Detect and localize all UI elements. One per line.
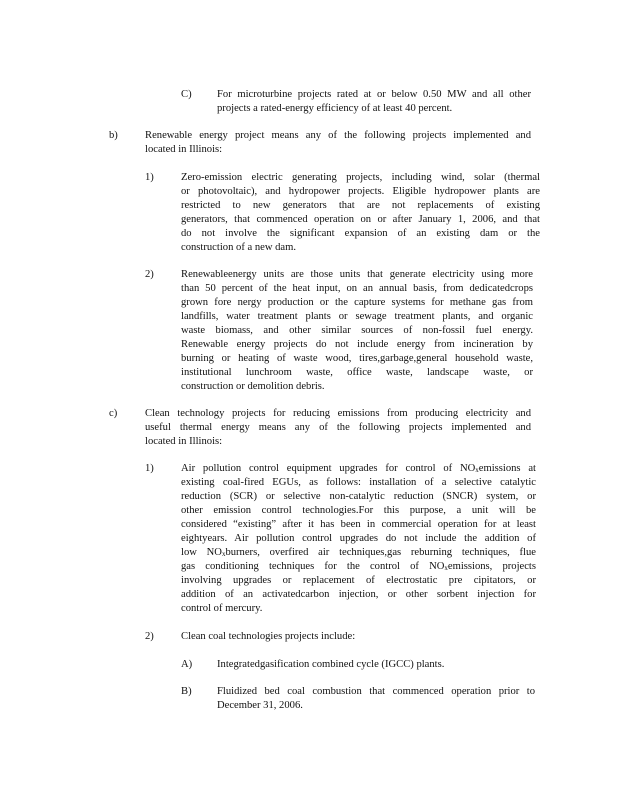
- text-segment: Zero-emission electric generating projects, including wind, solar (thermal: [181, 172, 540, 183]
- text-line: [181, 476, 536, 490]
- text-line: [181, 490, 536, 504]
- text-segment: restricted to new generators that are not replacements of existing: [181, 200, 540, 211]
- text-line: [181, 560, 536, 574]
- paragraph-c3: [217, 88, 531, 116]
- text-segment: generators, that commenced operation on or after January 1, 2006, and that: [181, 214, 540, 225]
- text-line: [181, 338, 533, 352]
- paragraph-c: [145, 407, 531, 449]
- text-line: [217, 699, 535, 713]
- text-segment: or photovoltaic), and hydropower projects. Eligible hydropower plants are: [181, 186, 540, 197]
- text-line: [181, 352, 533, 366]
- text-line: [181, 171, 540, 185]
- text-line: [181, 380, 533, 394]
- text-line: [181, 213, 540, 227]
- text-line: [145, 129, 531, 143]
- text-line: [181, 602, 536, 616]
- paragraph-b1: [181, 171, 540, 255]
- item-label-c2b: B): [181, 686, 192, 697]
- text-line: [181, 296, 533, 310]
- paragraph-c2a: [217, 658, 517, 672]
- subscript: x: [475, 466, 479, 474]
- text-segment: institutional lunchroom waste, office waste, landscape waste, or: [181, 367, 533, 378]
- text-line: [217, 88, 531, 102]
- text-line: [145, 407, 531, 421]
- item-label-c2a: A): [181, 659, 193, 670]
- text-segment: Renewableenergy units are those units that generate electricity using more: [181, 269, 533, 280]
- text-segment: involving upgrades or replacement of electrostatic pre cipitators, or: [181, 575, 536, 586]
- subscript: x: [221, 550, 226, 558]
- text-line: [181, 366, 533, 380]
- text-line: [145, 435, 531, 449]
- text-segment: construction or demolition debris.: [181, 381, 325, 392]
- text-line: [181, 241, 540, 255]
- text-segment: located in Illinois:: [145, 436, 223, 447]
- text-segment: burning or heating of waste wood, tires,garbage,general household waste,: [181, 353, 533, 364]
- text-segment: existing coal-fired EGUs, as follows: installation of a selective catalytic: [181, 477, 536, 488]
- item-label-c3: C): [181, 89, 192, 100]
- text-segment: reduction (SCR) or selective non-catalytic reduction (SNCR) system, or: [181, 491, 536, 502]
- text-segment: useful thermal energy means any of the following projects implemented and: [145, 422, 531, 433]
- item-label-c1: 1): [145, 463, 154, 474]
- item-label-b: b): [109, 130, 118, 141]
- text-segment: grown fore nergy production or the capture systems for methane gas from: [181, 297, 533, 308]
- text-line: [181, 546, 536, 560]
- text-line: [181, 185, 540, 199]
- text-segment: addition of an activatedcarbon injection, or other sorbent injection for: [181, 589, 536, 600]
- text-segment: For microturbine projects rated at or below 0.50 MW and all other: [217, 89, 531, 100]
- text-line: [217, 658, 517, 672]
- text-line: [181, 630, 481, 644]
- text-line: [181, 268, 533, 282]
- text-segment: burners, overfired air techniques,gas reburning techniques, flue: [225, 547, 536, 558]
- text-line: [181, 504, 536, 518]
- text-line: [181, 324, 533, 338]
- text-segment: projects a rated-energy efficiency of at least 40 percent.: [217, 103, 453, 114]
- text-segment: landfills, water treatment plants or sewage treatment plants, and organic: [181, 311, 533, 322]
- text-segment: Fluidized bed coal combustion that commenced operation prior to: [217, 686, 535, 697]
- text-line: [181, 532, 536, 546]
- paragraph-c2: [181, 630, 481, 644]
- paragraph-b2: [181, 268, 533, 394]
- text-segment: Clean coal technologies projects include:: [181, 631, 356, 642]
- text-segment: do not involve the significant expansion of an existing dam or the: [181, 228, 540, 239]
- item-label-b2: 2): [145, 269, 154, 280]
- text-line: [145, 421, 531, 435]
- text-segment: than 50 percent of the heat input, on an annual basis, from dedicatedcrops: [181, 283, 533, 294]
- paragraph-b: [145, 129, 531, 157]
- text-line: [181, 282, 533, 296]
- item-label-b1: 1): [145, 172, 154, 183]
- text-segment: construction of a new dam.: [181, 242, 297, 253]
- text-segment: other emission control technologies.For this purpose, a unit will be: [181, 505, 536, 516]
- text-line: [181, 227, 540, 241]
- text-segment: gas conditioning techniques for the control of NO: [181, 561, 445, 572]
- text-segment: Clean technology projects for reducing emissions from producing electricity and: [145, 408, 531, 419]
- item-label-c: c): [109, 408, 118, 419]
- text-line: [145, 143, 531, 157]
- text-segment: Renewable energy projects do not include energy from incineration by: [181, 339, 533, 350]
- text-segment: eightyears. Air pollution control upgrades do not include the addition of: [181, 533, 536, 544]
- text-line: [181, 199, 540, 213]
- subscript: x: [444, 564, 448, 572]
- paragraph-c1: [181, 462, 536, 616]
- text-line: [217, 685, 535, 699]
- text-line: [181, 310, 533, 324]
- text-segment: considered “existing” after it has been in commercial operation for at least: [181, 519, 536, 530]
- text-segment: Air pollution control equipment upgrades for control of NO: [181, 463, 476, 474]
- text-segment: emissions at: [478, 463, 536, 474]
- text-line: [181, 518, 536, 532]
- text-line: [181, 588, 536, 602]
- text-line: [181, 574, 536, 588]
- text-segment: Renewable energy project means any of the following projects implemented and: [145, 130, 531, 141]
- text-segment: Integratedgasification combined cycle (IGCC) plants.: [217, 659, 445, 670]
- text-line: [181, 462, 536, 476]
- text-segment: control of mercury.: [181, 603, 263, 614]
- text-segment: low NO: [181, 547, 222, 558]
- item-label-c2: 2): [145, 631, 154, 642]
- text-segment: emissions, projects: [447, 561, 537, 572]
- text-segment: December 31, 2006.: [217, 700, 303, 711]
- paragraph-c2b: [217, 685, 535, 713]
- text-segment: waste biomass, and other similar sources of non-fossil fuel energy.: [181, 325, 533, 336]
- text-segment: located in Illinois:: [145, 144, 223, 155]
- text-line: [217, 102, 531, 116]
